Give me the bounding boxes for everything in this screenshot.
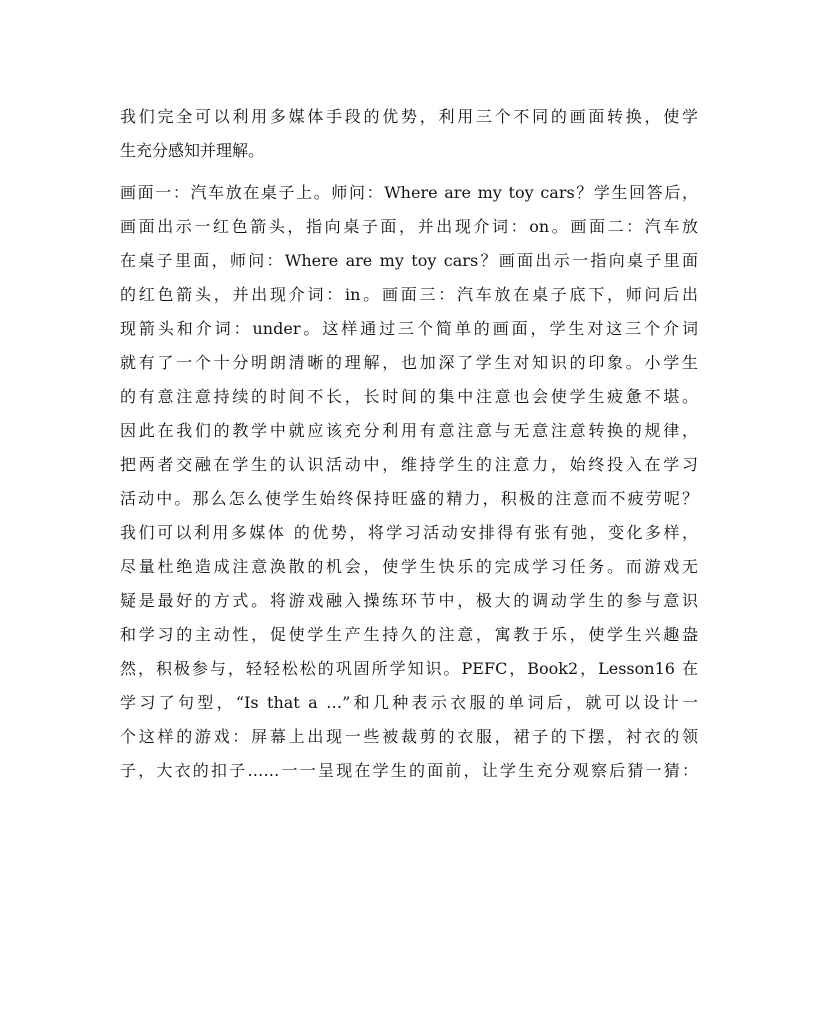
paragraph-line: 画面出示一红色箭头，指向桌子面，并出现介词：on。画面二：汽车放 [120,217,698,236]
paragraph-line: 活动中。那么怎么使学生始终保持旺盛的精力，积极的注意而不疲劳呢？ [120,489,698,508]
paragraph-line: 的有意注意持续的时间不长，长时间的集中注意也会使学生疲惫不堪。 [120,387,698,406]
paragraph-line: 因此在我们的教学中就应该充分利用有意注意与无意注意转换的规律， [120,421,698,440]
paragraph-line: 就有了一个十分明朗清晰的理解，也加深了学生对知识的印象。小学生 [120,353,698,372]
paragraph-line: 子，大衣的扣子……一一呈现在学生的面前，让学生充分观察后猜一猜： [120,761,698,780]
paragraph-line: 疑是最好的方式。将游戏融入操练环节中，极大的调动学生的参与意识 [120,591,698,610]
paragraph-line: 个这样的游戏：屏幕上出现一些被裁剪的衣服，裙子的下摆，衬衣的领 [120,727,698,746]
paragraph-line: 在桌子里面，师问：Where are my toy cars？画面出示一指向桌子里面 [120,251,698,270]
paragraph-line: 尽量杜绝造成注意涣散的机会，使学生快乐的完成学习任务。而游戏无 [120,557,698,576]
paragraph-line: 现箭头和介词：under。这样通过三个简单的画面，学生对这三个介词 [120,319,698,338]
body-text [120,100,698,788]
paragraph-line: 和学习的主动性，促使学生产生持久的注意，寓教于乐，使学生兴趣盎 [120,625,698,644]
paragraph-line: 的红色箭头，并出现介词：in。画面三：汽车放在桌子底下，师问后出 [120,285,698,304]
paragraph-line: 我们可以利用多媒体 的优势，将学习活动安排得有张有弛，变化多样， [120,523,698,542]
paragraph-line: 把两者交融在学生的认识活动中，维持学生的注意力，始终投入在学习 [120,455,698,474]
paragraph-line: 生充分感知并理解。 [120,141,265,160]
paragraph-line: 然，积极参与，轻轻松松的巩固所学知识。PEFC，Book2，Lesson16 在 [120,659,698,678]
paragraph-line: 画面一：汽车放在桌子上。师问：Where are my toy cars？学生回答后， [120,183,698,202]
paragraph-line: 我们完全可以利用多媒体手段的优势，利用三个不同的画面转换，使学 [120,107,698,126]
paragraph-line: 学习了句型，“Is that a …”和几种表示衣服的单词后，就可以设计一 [120,693,698,712]
